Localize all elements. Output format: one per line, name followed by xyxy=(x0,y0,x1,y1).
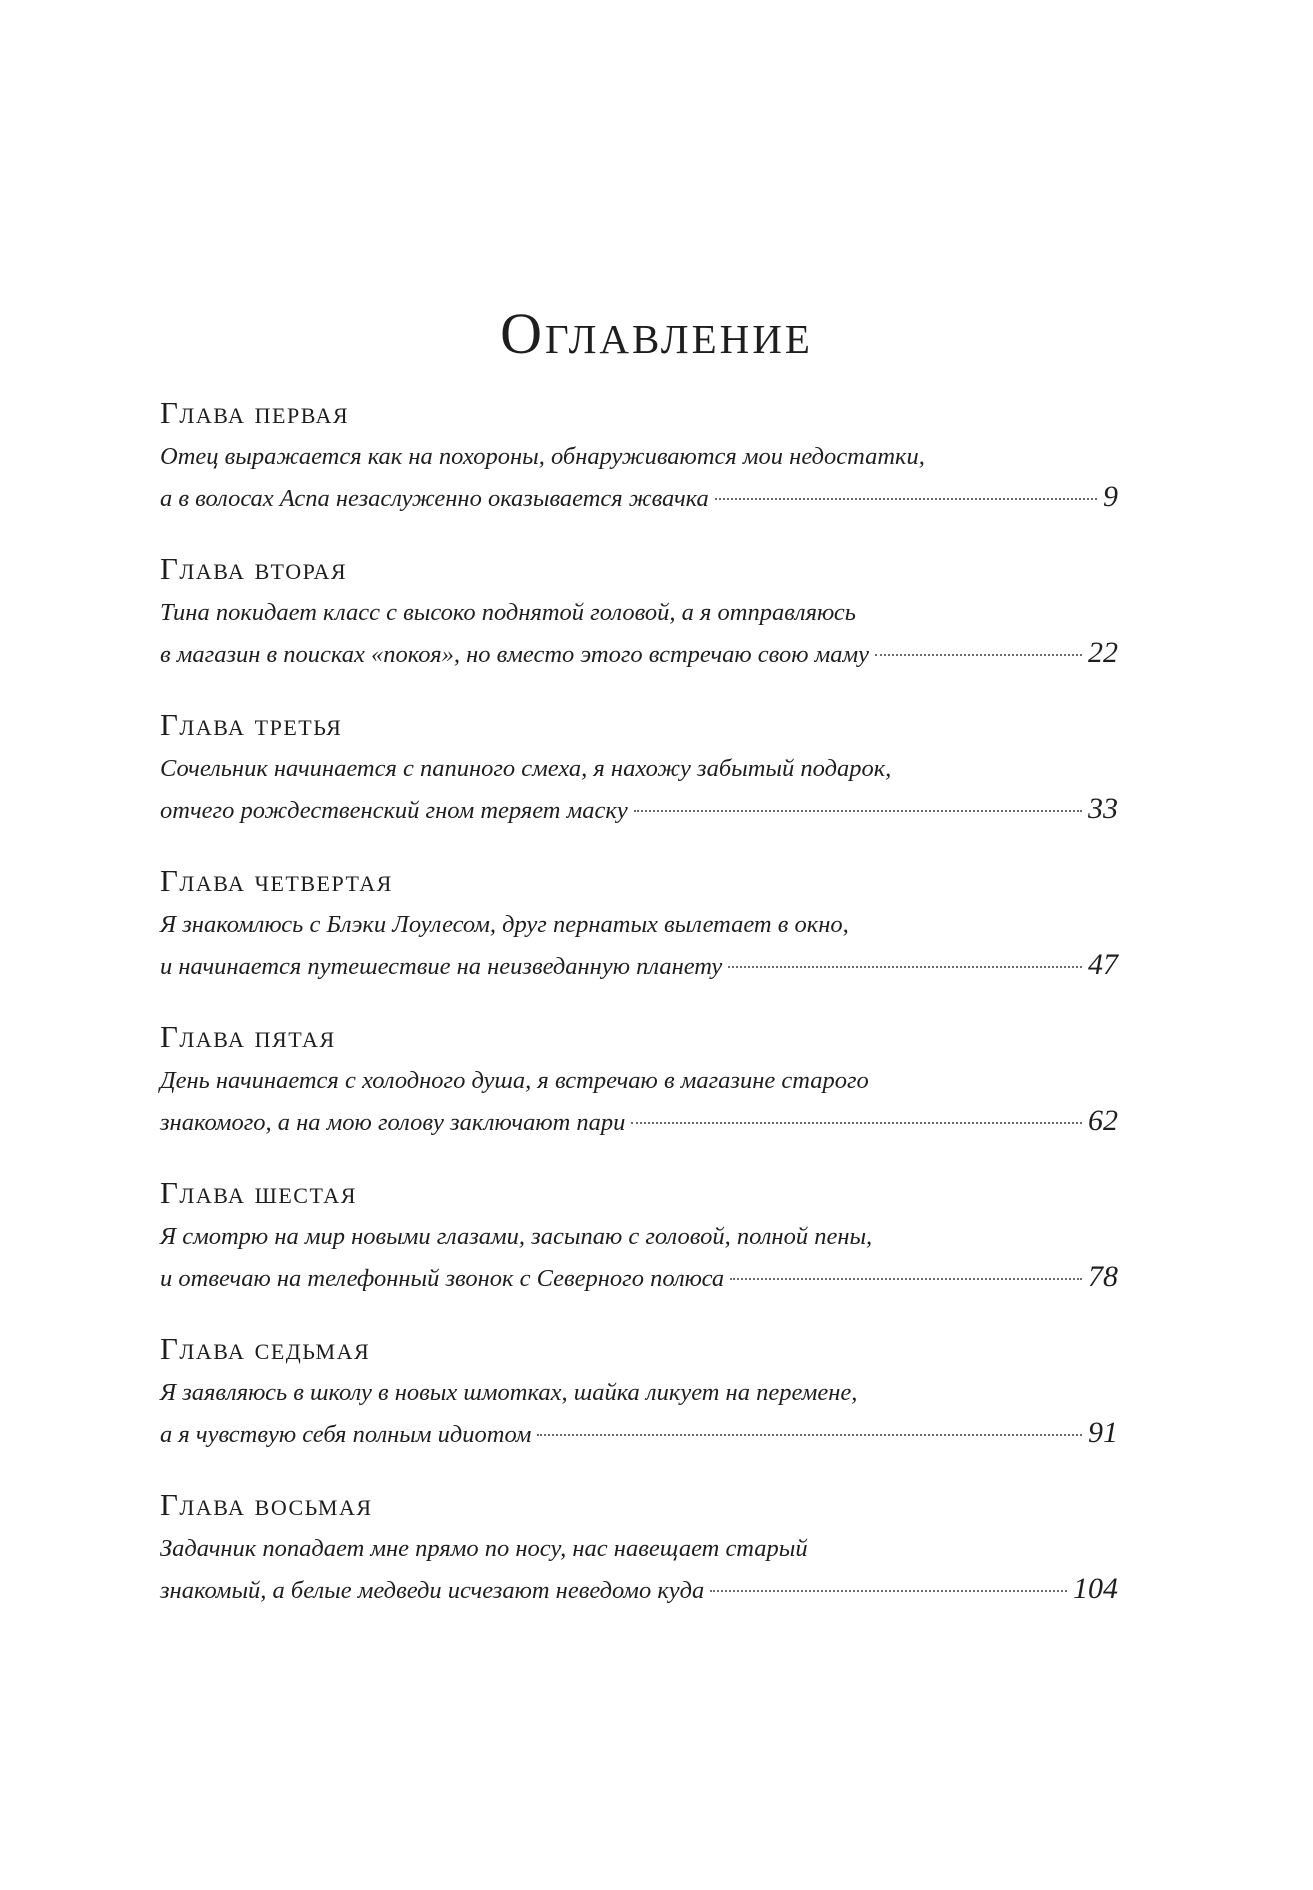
chapter-description-line1: Тина покидает класс с высоко поднятой головой, а я отправляюсь xyxy=(160,599,856,626)
chapter-entry-4 xyxy=(160,861,1118,1017)
dot-leader xyxy=(634,810,1082,812)
chapter-description xyxy=(160,437,1118,517)
chapter-entry-1 xyxy=(160,393,1118,549)
chapter-description-line1: Отец выражается как на похороны, обнаруживаются мои недостатки, xyxy=(160,443,925,470)
chapter-description-text: а я чувствую себя полным идиотом xyxy=(160,1421,532,1448)
page-number: 91 xyxy=(1088,1416,1118,1449)
chapter-heading: Глава седьмая xyxy=(160,1331,371,1366)
chapter-entry-7 xyxy=(160,1329,1118,1485)
chapter-description xyxy=(160,1373,1118,1453)
chapter-description-line2 xyxy=(160,477,1118,517)
page-number: 104 xyxy=(1073,1572,1118,1605)
chapter-description-line1: Я смотрю на мир новыми глазами, засыпаю с головой, полной пены, xyxy=(160,1223,873,1250)
chapter-description xyxy=(160,1529,1118,1609)
chapter-description-line1: Задачник попадает мне прямо по носу, нас навещает старый xyxy=(160,1535,808,1562)
chapter-entry-3 xyxy=(160,705,1118,861)
chapter-description-line1: Сочельник начинается с папиного смеха, я нахожу забытый подарок, xyxy=(160,755,892,782)
chapter-description xyxy=(160,749,1118,829)
page-number: 22 xyxy=(1088,636,1118,669)
chapter-description-line2 xyxy=(160,789,1118,829)
page-number: 9 xyxy=(1103,480,1118,513)
chapter-description xyxy=(160,1061,1118,1141)
table-of-contents xyxy=(160,393,1118,1641)
chapter-description-text: и отвечаю на телефонный звонок с Северного полюса xyxy=(160,1265,725,1292)
chapter-entry-6 xyxy=(160,1173,1118,1329)
chapter-description-line2 xyxy=(160,633,1118,673)
chapter-entry-8 xyxy=(160,1485,1118,1641)
dot-leader xyxy=(730,1278,1082,1280)
chapter-description-line2 xyxy=(160,1101,1118,1141)
chapter-description-line2 xyxy=(160,1569,1118,1609)
chapter-description-line2 xyxy=(160,945,1118,985)
dot-leader xyxy=(875,654,1082,656)
chapter-heading: Глава первая xyxy=(160,395,350,430)
chapter-heading: Глава четвертая xyxy=(160,863,393,898)
chapter-entry-5 xyxy=(160,1017,1118,1173)
chapter-description xyxy=(160,1217,1118,1297)
chapter-description-line1: Я заявляюсь в школу в новых шмотках, шайка ликует на перемене, xyxy=(160,1379,858,1406)
dot-leader xyxy=(715,498,1097,500)
chapter-description xyxy=(160,905,1118,985)
chapter-description-line2 xyxy=(160,1257,1118,1297)
chapter-description-line1: День начинается с холодного душа, я встречаю в магазине старого xyxy=(160,1067,869,1094)
chapter-heading: Глава пятая xyxy=(160,1019,336,1054)
page-number: 78 xyxy=(1088,1260,1118,1293)
chapter-description-text: отчего рождественский гном теряет маску xyxy=(160,797,628,824)
chapter-heading: Глава третья xyxy=(160,707,343,742)
chapter-description-line1: Я знакомлюсь с Блэки Лоулесом, друг пернатых вылетает в окно, xyxy=(160,911,849,938)
chapter-description-text: знакомый, а белые медведи исчезают неведомо куда xyxy=(160,1577,705,1604)
page-number: 62 xyxy=(1088,1104,1118,1137)
page-number: 33 xyxy=(1088,792,1118,825)
chapter-description-text: в магазин в поисках «покоя», но вместо этого встречаю свою маму xyxy=(160,641,870,668)
chapter-description-line2 xyxy=(160,1413,1118,1453)
chapter-description-text: и начинается путешествие на неизведанную планету xyxy=(160,953,723,980)
page-title: Оглавление xyxy=(500,301,813,366)
chapter-entry-2 xyxy=(160,549,1118,705)
chapter-heading: Глава шестая xyxy=(160,1175,357,1210)
dot-leader xyxy=(631,1122,1082,1124)
dot-leader xyxy=(537,1434,1082,1436)
chapter-description-text: знакомого, а на мою голову заключают пари xyxy=(160,1109,626,1136)
chapter-description-text: а в волосах Аспа незаслуженно оказывается жвачка xyxy=(160,485,709,512)
dot-leader xyxy=(710,1590,1067,1592)
page-number: 47 xyxy=(1088,948,1118,981)
dot-leader xyxy=(728,966,1082,968)
chapter-description xyxy=(160,593,1118,673)
chapter-heading: Глава вторая xyxy=(160,551,348,586)
chapter-heading: Глава восьмая xyxy=(160,1487,373,1522)
